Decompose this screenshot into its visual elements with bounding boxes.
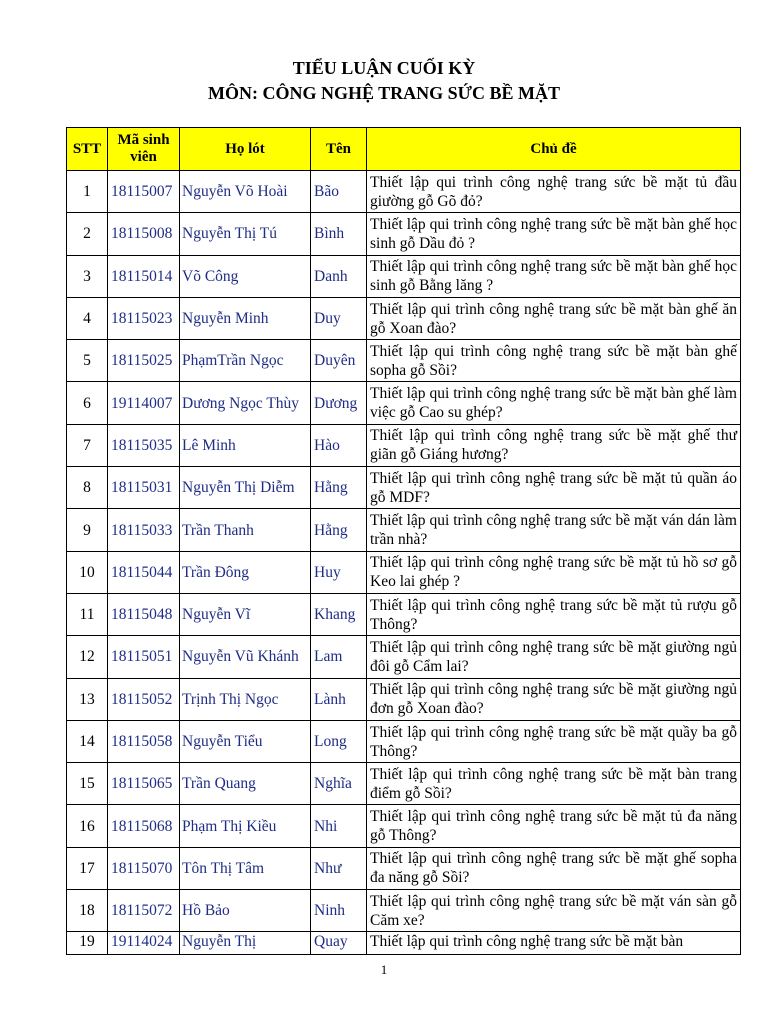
table-row (67, 890, 741, 932)
row-last-name: Trần Thanh (180, 509, 311, 551)
table-row (67, 171, 741, 213)
row-topic: Thiết lập qui trình công nghệ trang sức bề mặt giường ngủ đôi gỗ Cẩm lai? (367, 636, 741, 678)
row-first-name: Lành (311, 678, 367, 720)
row-last-name: Nguyễn Vĩ (180, 593, 311, 635)
document-title: TIỂU LUẬN CUỐI KỲ (292, 58, 476, 78)
row-student-id: 18115070 (108, 847, 180, 889)
row-student-id: 18115058 (108, 720, 180, 762)
row-topic: Thiết lập qui trình công nghệ trang sức bề mặt ghế thư giãn gỗ Giáng hương? (367, 424, 741, 466)
row-topic: Thiết lập qui trình công nghệ trang sức bề mặt ván dán làm trần nhà? (367, 509, 741, 551)
row-last-name: Nguyễn Thị Tú (180, 213, 311, 255)
table-row (67, 763, 741, 805)
course-title: MÔN: CÔNG NGHỆ TRANG SỨC BỀ MẶT (207, 83, 560, 103)
table-row (67, 636, 741, 678)
row-stt: 3 (67, 255, 108, 297)
column-header-student-id: Mã sinh viên (108, 128, 180, 171)
table-row (67, 847, 741, 889)
row-first-name: Hào (311, 424, 367, 466)
row-student-id: 18115068 (108, 805, 180, 847)
row-last-name: Hồ Bảo (180, 890, 311, 932)
row-student-id: 18115052 (108, 678, 180, 720)
row-topic: Thiết lập qui trình công nghệ trang sức bề mặt bàn trang điểm gỗ Sồi? (367, 763, 741, 805)
row-topic: Thiết lập qui trình công nghệ trang sức bề mặt bàn ghế làm việc gỗ Cao su ghép? (367, 382, 741, 424)
row-student-id: 18115023 (108, 297, 180, 339)
row-last-name: Phạm Thị Kiều (180, 805, 311, 847)
row-student-id: 18115033 (108, 509, 180, 551)
row-stt: 8 (67, 467, 108, 509)
row-last-name: Võ Công (180, 255, 311, 297)
table-row (67, 509, 741, 551)
row-topic: Thiết lập qui trình công nghệ trang sức bề mặt bàn ghế học sinh gỗ Bằng lăng ? (367, 255, 741, 297)
row-stt: 9 (67, 509, 108, 551)
table-row (67, 551, 741, 593)
row-topic: Thiết lập qui trình công nghệ trang sức bề mặt bàn (367, 932, 741, 955)
row-first-name: Danh (311, 255, 367, 297)
row-stt: 13 (67, 678, 108, 720)
row-last-name: Dương Ngọc Thùy (180, 382, 311, 424)
row-first-name: Long (311, 720, 367, 762)
row-topic: Thiết lập qui trình công nghệ trang sức bề mặt bàn ghế học sinh gỗ Dầu đỏ ? (367, 213, 741, 255)
column-header-topic: Chủ đề (367, 128, 741, 171)
row-student-id: 18115048 (108, 593, 180, 635)
row-stt: 11 (67, 593, 108, 635)
row-student-id: 18115031 (108, 467, 180, 509)
row-first-name: Nhi (311, 805, 367, 847)
table-row (67, 678, 741, 720)
table-row (67, 297, 741, 339)
row-first-name: Như (311, 847, 367, 889)
row-last-name: Trịnh Thị Ngọc (180, 678, 311, 720)
row-first-name: Bình (311, 213, 367, 255)
page-number: 1 (380, 962, 388, 977)
row-last-name: Nguyễn Tiểu (180, 720, 311, 762)
row-first-name: Dương (311, 382, 367, 424)
row-stt: 19 (67, 932, 108, 955)
row-stt: 12 (67, 636, 108, 678)
row-last-name: PhạmTrần Ngọc (180, 340, 311, 382)
row-student-id: 18115044 (108, 551, 180, 593)
row-topic: Thiết lập qui trình công nghệ trang sức bề mặt tủ rượu gỗ Thông? (367, 593, 741, 635)
row-student-id: 18115065 (108, 763, 180, 805)
row-student-id: 19114024 (108, 932, 180, 955)
row-stt: 6 (67, 382, 108, 424)
row-first-name: Nghĩa (311, 763, 367, 805)
row-topic: Thiết lập qui trình công nghệ trang sức bề mặt tủ đa năng gỗ Thông? (367, 805, 741, 847)
row-student-id: 18115072 (108, 890, 180, 932)
row-topic: Thiết lập qui trình công nghệ trang sức bề mặt quầy ba gỗ Thông? (367, 720, 741, 762)
row-first-name: Quay (311, 932, 367, 955)
student-topic-table (66, 127, 741, 955)
row-student-id: 18115008 (108, 213, 180, 255)
row-topic: Thiết lập qui trình công nghệ trang sức bề mặt tủ hồ sơ gỗ Keo lai ghép ? (367, 551, 741, 593)
table-row (67, 467, 741, 509)
row-topic: Thiết lập qui trình công nghệ trang sức bề mặt giường ngủ đơn gỗ Xoan đào? (367, 678, 741, 720)
row-topic: Thiết lập qui trình công nghệ trang sức bề mặt tủ đầu giường gỗ Gõ đỏ? (367, 171, 741, 213)
row-student-id: 18115025 (108, 340, 180, 382)
table-row (67, 255, 741, 297)
row-topic: Thiết lập qui trình công nghệ trang sức bề mặt ghế sopha đa năng gỗ Sồi? (367, 847, 741, 889)
row-stt: 2 (67, 213, 108, 255)
table-row (67, 805, 741, 847)
row-stt: 10 (67, 551, 108, 593)
row-stt: 1 (67, 171, 108, 213)
row-first-name: Hằng (311, 467, 367, 509)
row-student-id: 18115014 (108, 255, 180, 297)
row-stt: 15 (67, 763, 108, 805)
row-topic: Thiết lập qui trình công nghệ trang sức bề mặt bàn ghế ăn gỗ Xoan đào? (367, 297, 741, 339)
row-topic: Thiết lập qui trình công nghệ trang sức bề mặt ván sàn gỗ Căm xe? (367, 890, 741, 932)
row-first-name: Lam (311, 636, 367, 678)
row-last-name: Trần Quang (180, 763, 311, 805)
row-last-name: Lê Minh (180, 424, 311, 466)
table-row (67, 340, 741, 382)
row-last-name: Nguyễn Võ Hoài (180, 171, 311, 213)
row-student-id: 19114007 (108, 382, 180, 424)
table-row (67, 720, 741, 762)
row-student-id: 18115035 (108, 424, 180, 466)
row-topic: Thiết lập qui trình công nghệ trang sức bề mặt tủ quần áo gỗ MDF? (367, 467, 741, 509)
row-last-name: Nguyễn Minh (180, 297, 311, 339)
row-stt: 4 (67, 297, 108, 339)
column-header-stt: STT (67, 128, 108, 171)
row-last-name: Tôn Thị Tâm (180, 847, 311, 889)
row-last-name: Trần Đông (180, 551, 311, 593)
row-last-name: Nguyễn Thị (180, 932, 311, 955)
row-stt: 5 (67, 340, 108, 382)
table-header-row (67, 128, 741, 171)
table-row (67, 593, 741, 635)
row-stt: 18 (67, 890, 108, 932)
row-first-name: Ninh (311, 890, 367, 932)
table-row (67, 382, 741, 424)
row-first-name: Khang (311, 593, 367, 635)
row-last-name: Nguyễn Thị Diễm (180, 467, 311, 509)
row-first-name: Duyên (311, 340, 367, 382)
row-topic: Thiết lập qui trình công nghệ trang sức bề mặt bàn ghế sopha gỗ Sồi? (367, 340, 741, 382)
column-header-first-name: Tên (311, 128, 367, 171)
row-first-name: Hằng (311, 509, 367, 551)
row-stt: 17 (67, 847, 108, 889)
column-header-last-name: Họ lót (180, 128, 311, 171)
row-student-id: 18115007 (108, 171, 180, 213)
table-row (67, 932, 741, 955)
table-row (67, 213, 741, 255)
row-student-id: 18115051 (108, 636, 180, 678)
table-row (67, 424, 741, 466)
row-first-name: Bão (311, 171, 367, 213)
row-stt: 16 (67, 805, 108, 847)
row-stt: 7 (67, 424, 108, 466)
row-first-name: Duy (311, 297, 367, 339)
row-stt: 14 (67, 720, 108, 762)
row-first-name: Huy (311, 551, 367, 593)
row-last-name: Nguyễn Vũ Khánh (180, 636, 311, 678)
